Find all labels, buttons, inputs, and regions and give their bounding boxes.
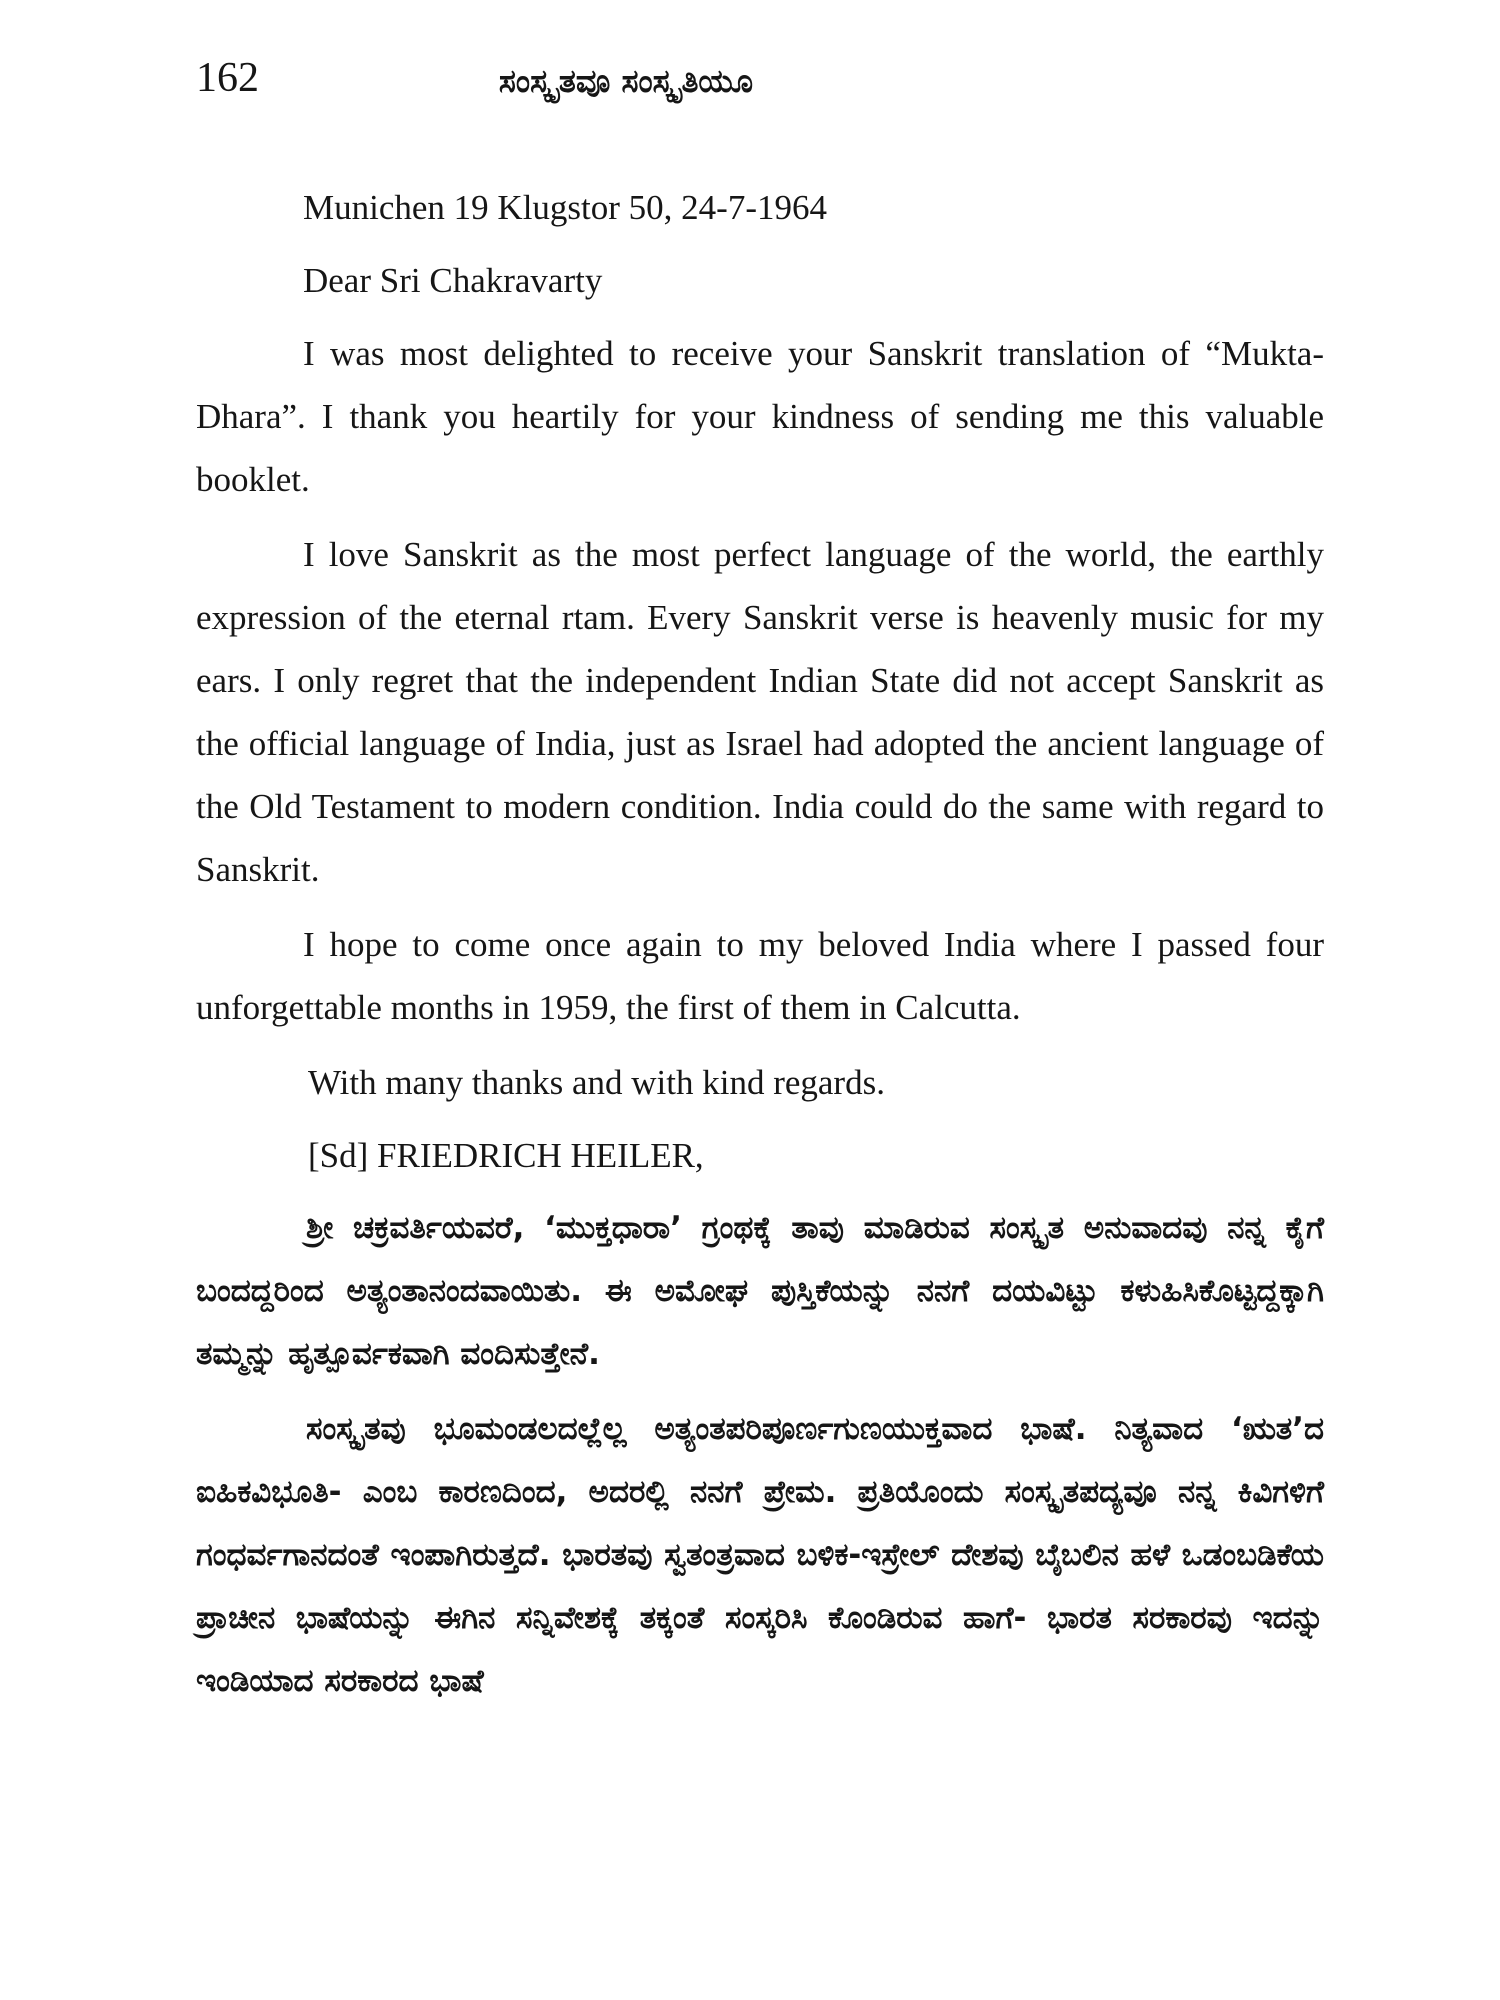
page-number: 162 [196,55,259,101]
letter-paragraph: I was most delighted to receive your Sanskrit translation of “Mukta-Dhara”. I thank you heartily for your kindness of sending me this valuable booklet. [196,334,1324,499]
running-head: ಸಂಸ್ಕೃತವೂ ಸಂಸ್ಕೃತಿಯೂ [498,62,754,100]
page-header [196,48,1336,108]
kannada-paragraph: ಶ್ರೀ ಚಕ್ರವರ್ತಿಯವರೆ, ‘ಮುಕ್ತಧಾರಾ’ ಗ್ರಂಥಕ್ಕೆ ತಾವು ಮಾಡಿರುವ ಸಂಸ್ಕೃತ ಅನುವಾದವು ನನ್ನ ಕೈಗೆ ಬಂದದ್ದರಿಂದ ಅತ್ಯಂತಾನಂದವಾಯಿತು. ಈ ಅಮೋಘ ಪುಸ್ತಿಕೆಯನ್ನು ನನಗೆ ದಯವಿಟ್ಟು ಕಳುಹಿಸಿಕೊಟ್ಟದ್ದಕ್ಕಾಗಿ ತಮ್ಮನ್ನು ಹೃತ್ಪೂರ್ವಕವಾಗಿ ವಂದಿಸುತ್ತೇನೆ. [196,1210,1324,1372]
page-body [196,176,1324,1725]
kannada-paragraph: ಸಂಸ್ಕೃತವು ಭೂಮಂಡಲದಲ್ಲೆಲ್ಲ ಅತ್ಯಂತಪರಿಪೂರ್ಣಗುಣಯುಕ್ತವಾದ ಭಾಷೆ. ನಿತ್ಯವಾದ ‘ಋತ’ದ ಐಹಿಕವಿಭೂತಿ- ಎಂಬ ಕಾರಣದಿಂದ, ಅದರಲ್ಲಿ ನನಗೆ ಪ್ರೇಮ. ಪ್ರತಿಯೊಂದು ಸಂಸ್ಕೃತಪದ್ಯವೂ ನನ್ನ ಕಿವಿಗಳಿಗೆ ಗಂಧರ್ವಗಾನದಂತೆ ಇಂಪಾಗಿರುತ್ತದೆ. ಭಾರತವು ಸ್ವತಂತ್ರವಾದ ಬಳಿಕ-ಇಸ್ರೇಲ್ ದೇಶವು ಬೈಬಲಿನ ಹಳೆ ಒಡಂಬಡಿಕೆಯ ಪ್ರಾಚೀನ ಭಾಷೆಯನ್ನು ಈಗಿನ ಸನ್ನಿವೇಶಕ್ಕೆ ತಕ್ಕಂತೆ ಸಂಸ್ಕರಿಸಿ ಕೊಂಡಿರುವ ಹಾಗೆ- ಭಾರತ ಸರಕಾರವು ಇದನ್ನು ಇಂಡಿಯಾದ ಸರಕಾರದ ಭಾಷೆ [196,1411,1324,1699]
letter-paragraph: I hope to come once again to my beloved India where I passed four unforgettable months in 1959, the first of them in Calcutta. [196,925,1324,1027]
letter-salutation: Dear Sri Chakravarty [303,261,603,300]
letter-closing: With many thanks and with kind regards. [308,1063,885,1102]
letter-paragraph: I love Sanskrit as the most perfect language of the world, the earthly expression of the eternal rtam. Every Sanskrit verse is heavenly music for my ears. I only regret that the independent Indian State did not accept Sanskrit as the official language of India, just as Israel had adopted the ancient language of the Old Testament to modern condition. India could do the same with regard to Sanskrit. [196,535,1324,889]
letter-signature: [Sd] FRIEDRICH HEILER, [308,1136,704,1175]
letter-date-line: Munichen 19 Klugstor 50, 24-7-1964 [303,188,827,227]
